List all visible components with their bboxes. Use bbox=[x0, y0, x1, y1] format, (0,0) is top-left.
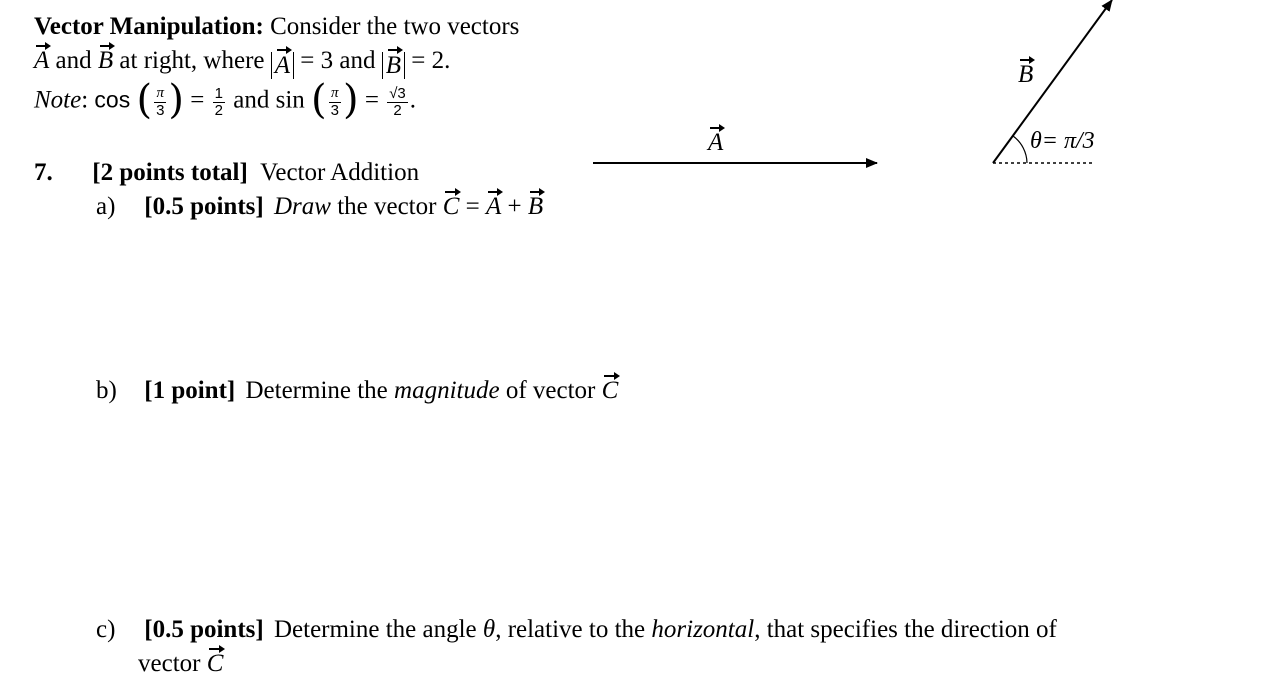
fraction-denominator: 2 bbox=[393, 101, 402, 119]
fraction-numerator: √3 bbox=[389, 84, 406, 102]
part-a-text: the vector bbox=[337, 193, 437, 220]
part-a-equals: = bbox=[465, 193, 480, 220]
note-colon: : bbox=[81, 86, 89, 114]
part-b-points: [1 point] bbox=[144, 377, 236, 404]
part-a-draw: Draw bbox=[273, 193, 331, 220]
fraction-numerator: π bbox=[329, 86, 341, 103]
vector-a-symbol: A bbox=[34, 47, 50, 74]
magnitude-a-symbol: A bbox=[274, 52, 291, 79]
vector-c-symbol: C bbox=[442, 193, 460, 220]
paren-close-1: ) bbox=[168, 77, 185, 123]
question-number: 7. bbox=[34, 159, 53, 186]
part-b-emphasis: magnitude bbox=[394, 377, 500, 404]
part-b-text-1: Determine the bbox=[245, 377, 388, 404]
part-c-vector-word: vector bbox=[138, 650, 201, 677]
paren-close-2: ) bbox=[342, 77, 359, 123]
magnitude-b-value: = 2. bbox=[411, 47, 451, 74]
sin-label: sin bbox=[275, 86, 305, 114]
part-c-text-3: , that specifies the direction of bbox=[754, 616, 1057, 643]
paren-open-1: ( bbox=[136, 77, 153, 123]
part-c-text-2: , relative to the bbox=[495, 616, 646, 643]
intro-at-right: at right, where bbox=[119, 47, 265, 74]
fraction-denominator: 3 bbox=[156, 101, 165, 119]
note-label: Note bbox=[34, 86, 82, 114]
part-a-letter: a) bbox=[96, 193, 116, 220]
fraction-denominator: 2 bbox=[214, 101, 223, 119]
part-b-text-2: of vector bbox=[505, 377, 596, 404]
vector-b-symbol: B bbox=[97, 47, 114, 74]
diagram-vector-a-label: A bbox=[708, 129, 724, 156]
intro-heading: Vector Manipulation: bbox=[34, 13, 264, 40]
fraction-numerator: π bbox=[154, 86, 166, 103]
intro-text: Consider the two vectors bbox=[270, 13, 520, 40]
equals-sign: = bbox=[364, 86, 379, 114]
note-period: . bbox=[409, 86, 417, 114]
diagram-vector-b-label: B bbox=[1018, 61, 1034, 88]
paren-open-2: ( bbox=[311, 77, 327, 123]
question-title: Vector Addition bbox=[260, 159, 420, 186]
diagram-label-b bbox=[1018, 62, 1033, 87]
note-and: and bbox=[233, 86, 270, 114]
magnitude-a-value: = 3 bbox=[300, 47, 334, 74]
intro-and-2: and bbox=[339, 47, 376, 74]
cos-label: cos bbox=[94, 86, 131, 113]
vector-a-symbol: A bbox=[486, 193, 502, 220]
diagram-label-a bbox=[708, 130, 723, 155]
equals-sign: = bbox=[190, 86, 205, 114]
vector-c-symbol: C bbox=[206, 650, 224, 677]
part-a-points: [0.5 points] bbox=[144, 193, 264, 220]
part-a-plus: + bbox=[507, 193, 522, 220]
question-points: [2 points total] bbox=[92, 159, 248, 186]
part-c-theta: θ bbox=[482, 616, 496, 643]
vector-b-symbol: B bbox=[527, 193, 544, 220]
vector-c-symbol: C bbox=[601, 377, 619, 404]
diagram-angle-label: θ= π/3 bbox=[1030, 128, 1095, 154]
intro-and: and bbox=[55, 47, 92, 74]
magnitude-b-symbol: B bbox=[385, 52, 402, 79]
fraction-denominator: 3 bbox=[330, 101, 339, 119]
part-c-emphasis: horizontal bbox=[651, 616, 755, 643]
fraction-numerator: 1 bbox=[214, 84, 223, 102]
angle-arc bbox=[1013, 136, 1027, 163]
part-b-letter: b) bbox=[96, 377, 117, 404]
part-c-points: [0.5 points] bbox=[144, 616, 264, 643]
part-c-text-1: Determine the angle bbox=[273, 616, 477, 643]
part-c-letter: c) bbox=[96, 616, 116, 643]
